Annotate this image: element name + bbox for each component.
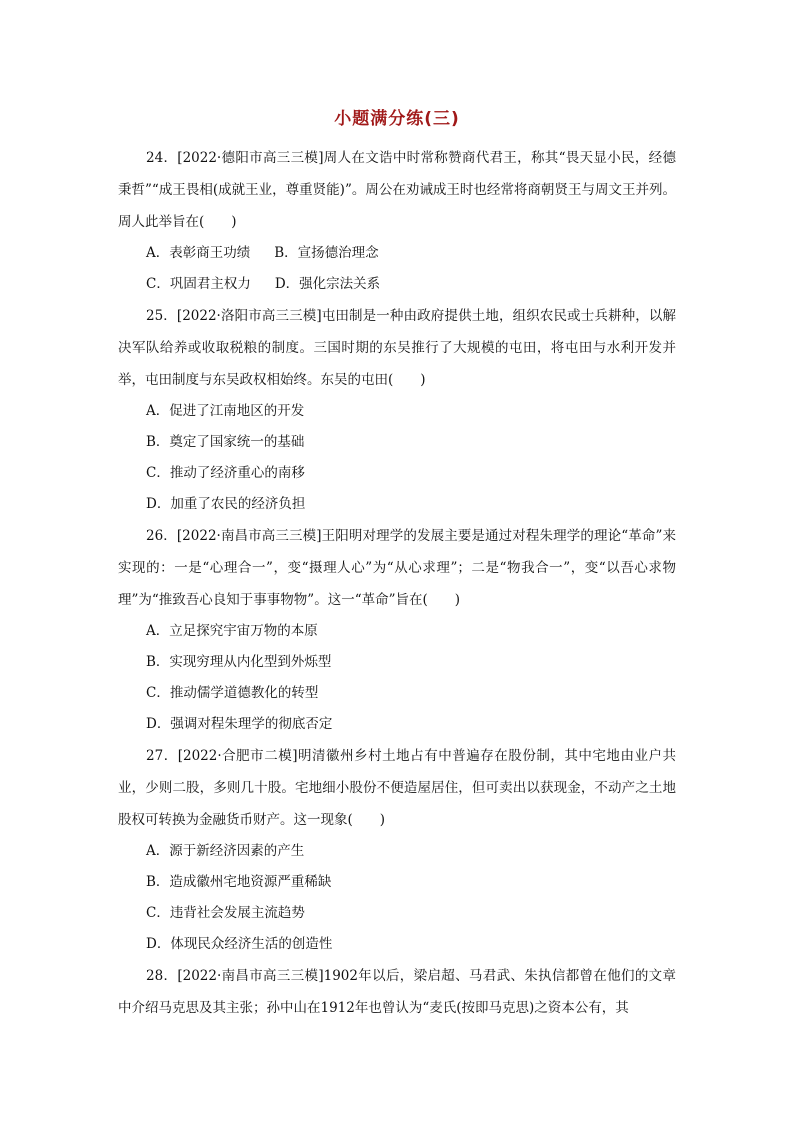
question-stem: 25．[2022·洛阳市高三三模]屯田制是一种由政府提供土地，组织农民或士兵耕种，以解决军队给养或收取税粮的制度。三国时期的东吴推行了大规模的屯田，将屯田与水利开发并举，屯田制度与东吴政权相始终。东吴的屯田( ) (118, 308, 676, 388)
question-stem: 24．[2022·德阳市高三三模]周人在文诰中时常称赞商代君王，称其“畏天显小民，经德秉哲”“成王畏相(成就王业，尊重贤能)”。周公在劝诫成王时也经常将商朝贤王与周文王并列。周人此举旨在( ) (118, 150, 676, 230)
question-26 (118, 520, 676, 740)
question-25 (118, 300, 676, 520)
question-27 (118, 740, 676, 960)
option-a: A．表彰商王功绩 (146, 245, 251, 261)
question-stem: 27．[2022·合肥市二模]明清徽州乡村土地占有中普遍存在股份制，其中宅地由业户共业，少则二股，多则几十股。宅地细小股份不便造屋居住，但可卖出以获现金，不动产之土地股权可转换为金融货币财产。这一现象( ) (118, 748, 676, 828)
page-title: 小题满分练(三) (334, 109, 460, 129)
option-b: B．奠定了国家统一的基础 (146, 434, 305, 450)
option-d: D．强化宗法关系 (274, 276, 381, 292)
option-a: A．促进了江南地区的开发 (146, 403, 305, 419)
option-row (118, 238, 676, 269)
option-b: B．宣扬德治理念 (274, 245, 379, 261)
question-28 (118, 960, 676, 1024)
question-24 (118, 142, 676, 300)
option-b: B．实现穷理从内化型到外烁型 (146, 654, 332, 670)
option-row (118, 269, 676, 300)
option-d: D．加重了农民的经济负担 (146, 496, 306, 512)
option-a: A．源于新经济因素的产生 (146, 843, 305, 859)
option-d: D．体现民众经济生活的创造性 (146, 936, 333, 952)
option-c: C．违背社会发展主流趋势 (146, 905, 305, 921)
option-d: D．强调对程朱理学的彻底否定 (146, 716, 333, 732)
option-a: A．立足探究宇宙万物的本原 (146, 623, 318, 639)
option-c: C．推动了经济重心的南移 (146, 465, 305, 481)
option-c: C．推动儒学道德教化的转型 (146, 685, 319, 701)
question-stem: 26．[2022·南昌市高三三模]王阳明对理学的发展主要是通过对程朱理学的理论“革命”来实现的：一是“心理合一”，变“摄理人心”为“从心求理”；二是“物我合一”，变“以吾心求物理”为“推致吾心良知于事事物物”。这一“革命”旨在( ) (118, 528, 676, 608)
option-b: B．造成徽州宅地资源严重稀缺 (146, 874, 332, 890)
question-list (118, 142, 676, 1024)
option-c: C．巩固君主权力 (146, 276, 251, 292)
question-stem: 28．[2022·南昌市高三三模]1902年以后，梁启超、马君武、朱执信都曾在他们的文章中介绍马克思及其主张；孙中山在1912年也曾认为“麦氏(按即马克思)之资本公有，其 (118, 968, 676, 1016)
